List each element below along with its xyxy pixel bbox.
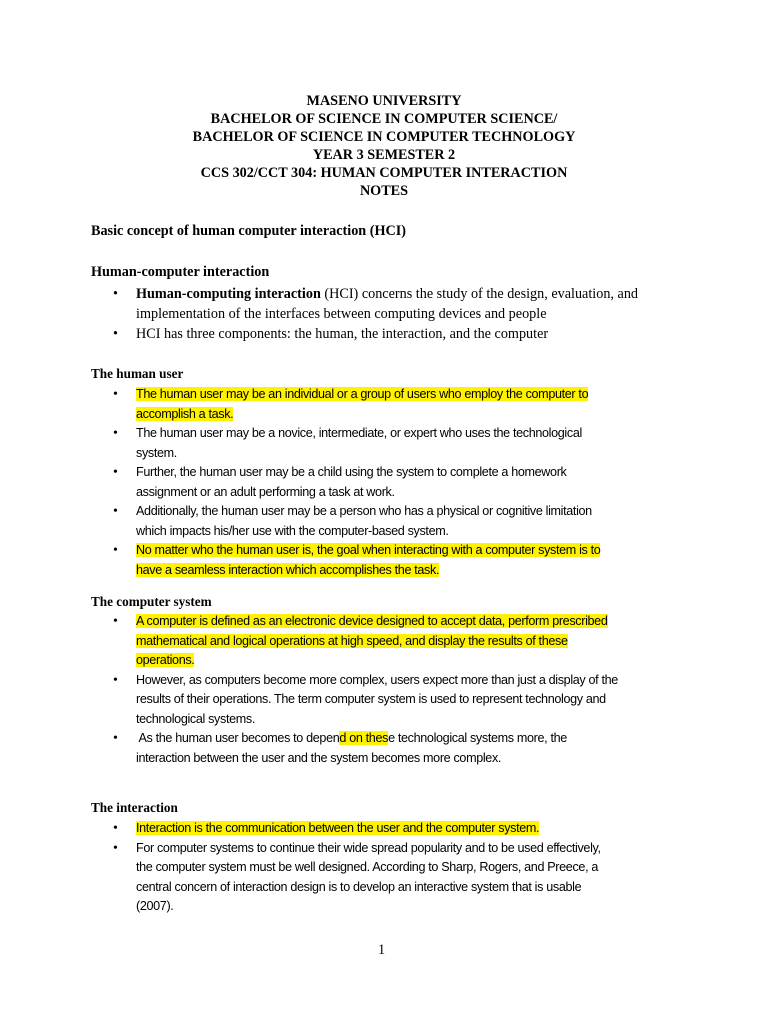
list-item <box>0 285 676 324</box>
hci-heading: Human-computer interaction <box>91 264 270 280</box>
list-item <box>0 671 676 730</box>
bullet-icon: • <box>113 840 118 856</box>
bullet-icon: • <box>113 465 118 480</box>
list-text: interaction between the user and the system becomes more complex. <box>136 750 502 765</box>
list-item <box>0 385 676 424</box>
list-text: Further, the human user may be a child using the system to complete a homework <box>136 465 567 479</box>
document-header <box>0 92 768 200</box>
hci-item1-text-cont: implementation of the interfaces between computing devices and people <box>136 305 547 322</box>
bullet-icon: • <box>113 543 118 558</box>
list-text: the computer system must be well designed. According to Sharp, Rogers, and Preece, a <box>136 860 599 874</box>
list-item <box>0 729 676 768</box>
list-text: system. <box>136 445 177 460</box>
list-item <box>0 463 676 502</box>
list-item <box>0 325 676 345</box>
list-text: The human user may be a novice, intermediate, or expert who uses the technological <box>136 426 582 440</box>
computer-system-list <box>0 612 768 768</box>
highlighted-text: operations. <box>136 653 195 667</box>
bullet-icon: • <box>113 504 118 519</box>
list-text: assignment or an adult performing a task at work. <box>136 484 395 499</box>
list-item <box>0 819 676 839</box>
highlighted-text: A computer is defined as an electronic device designed to accept data, perform prescribed <box>136 614 608 628</box>
highlighted-text: d on thes <box>339 731 389 745</box>
list-text: central concern of interaction design is to develop an interactive system that is usable <box>136 879 582 894</box>
course-title: CCS 302/CCT 304: HUMAN COMPUTER INTERACTION <box>200 165 568 181</box>
list-text: e technological systems more, the <box>388 731 567 745</box>
hci-item1-text: (HCI) concerns the study of the design, evaluation, and <box>320 286 639 302</box>
hci-term: Human-computing interaction <box>136 286 321 302</box>
list-text: For computer systems to continue their wide spread popularity and to be used effectively, <box>136 840 601 855</box>
list-text: Additionally, the human user may be a person who has a physical or cognitive limitation <box>136 504 592 518</box>
bullet-icon: • <box>113 731 118 746</box>
list-item <box>0 502 676 541</box>
list-text: technological systems. <box>136 711 255 726</box>
highlighted-text: The human user may be an individual or a group of users who employ the computer to <box>136 387 589 401</box>
bullet-icon: • <box>113 426 118 441</box>
degree-line-2: BACHELOR OF SCIENCE IN COMPUTER TECHNOLOGY <box>192 129 576 145</box>
university-name: MASENO UNIVERSITY <box>306 93 462 109</box>
highlighted-text: Interaction is the communication between the user and the computer system. <box>136 821 540 835</box>
bullet-icon: • <box>113 286 118 302</box>
list-item <box>0 612 676 671</box>
list-item <box>0 424 676 463</box>
hci-list <box>0 285 768 345</box>
bullet-icon: • <box>113 614 118 629</box>
list-item <box>0 839 676 917</box>
interaction-heading: The interaction <box>91 800 178 815</box>
hci-item2-text: HCI has three components: the human, the interaction, and the computer <box>136 325 549 342</box>
list-text: However, as computers become more complex, users expect more than just a display of the <box>136 672 618 687</box>
interaction-list <box>0 819 768 917</box>
bullet-icon: • <box>113 821 118 836</box>
degree-line-1: BACHELOR OF SCIENCE IN COMPUTER SCIENCE/ <box>210 111 558 127</box>
highlighted-text: No matter who the human user is, the goal when interacting with a computer system is to <box>136 543 601 557</box>
year-semester: YEAR 3 SEMESTER 2 <box>312 147 456 163</box>
human-user-heading: The human user <box>91 366 184 381</box>
human-user-list <box>0 385 768 580</box>
bullet-icon: • <box>113 325 118 342</box>
page-number: 1 <box>378 942 386 958</box>
list-text: which impacts his/her use with the computer-based system. <box>136 523 449 538</box>
list-text: (2007). <box>136 899 174 913</box>
list-item <box>0 541 676 580</box>
highlighted-text: mathematical and logical operations at high speed, and display the results of these <box>136 633 568 648</box>
list-text: As the human user becomes to depen <box>136 731 340 745</box>
notes-label: NOTES <box>359 183 409 199</box>
highlighted-text: have a seamless interaction which accomplishes the task. <box>136 562 440 577</box>
bullet-icon: • <box>113 672 118 688</box>
list-text: results of their operations. The term computer system is used to represent technology and <box>136 692 606 706</box>
highlighted-text: accomplish a task. <box>136 406 234 421</box>
bullet-icon: • <box>113 387 118 402</box>
basic-concept-heading: Basic concept of human computer interaction (HCI) <box>91 223 406 239</box>
computer-system-heading: The computer system <box>91 594 212 609</box>
